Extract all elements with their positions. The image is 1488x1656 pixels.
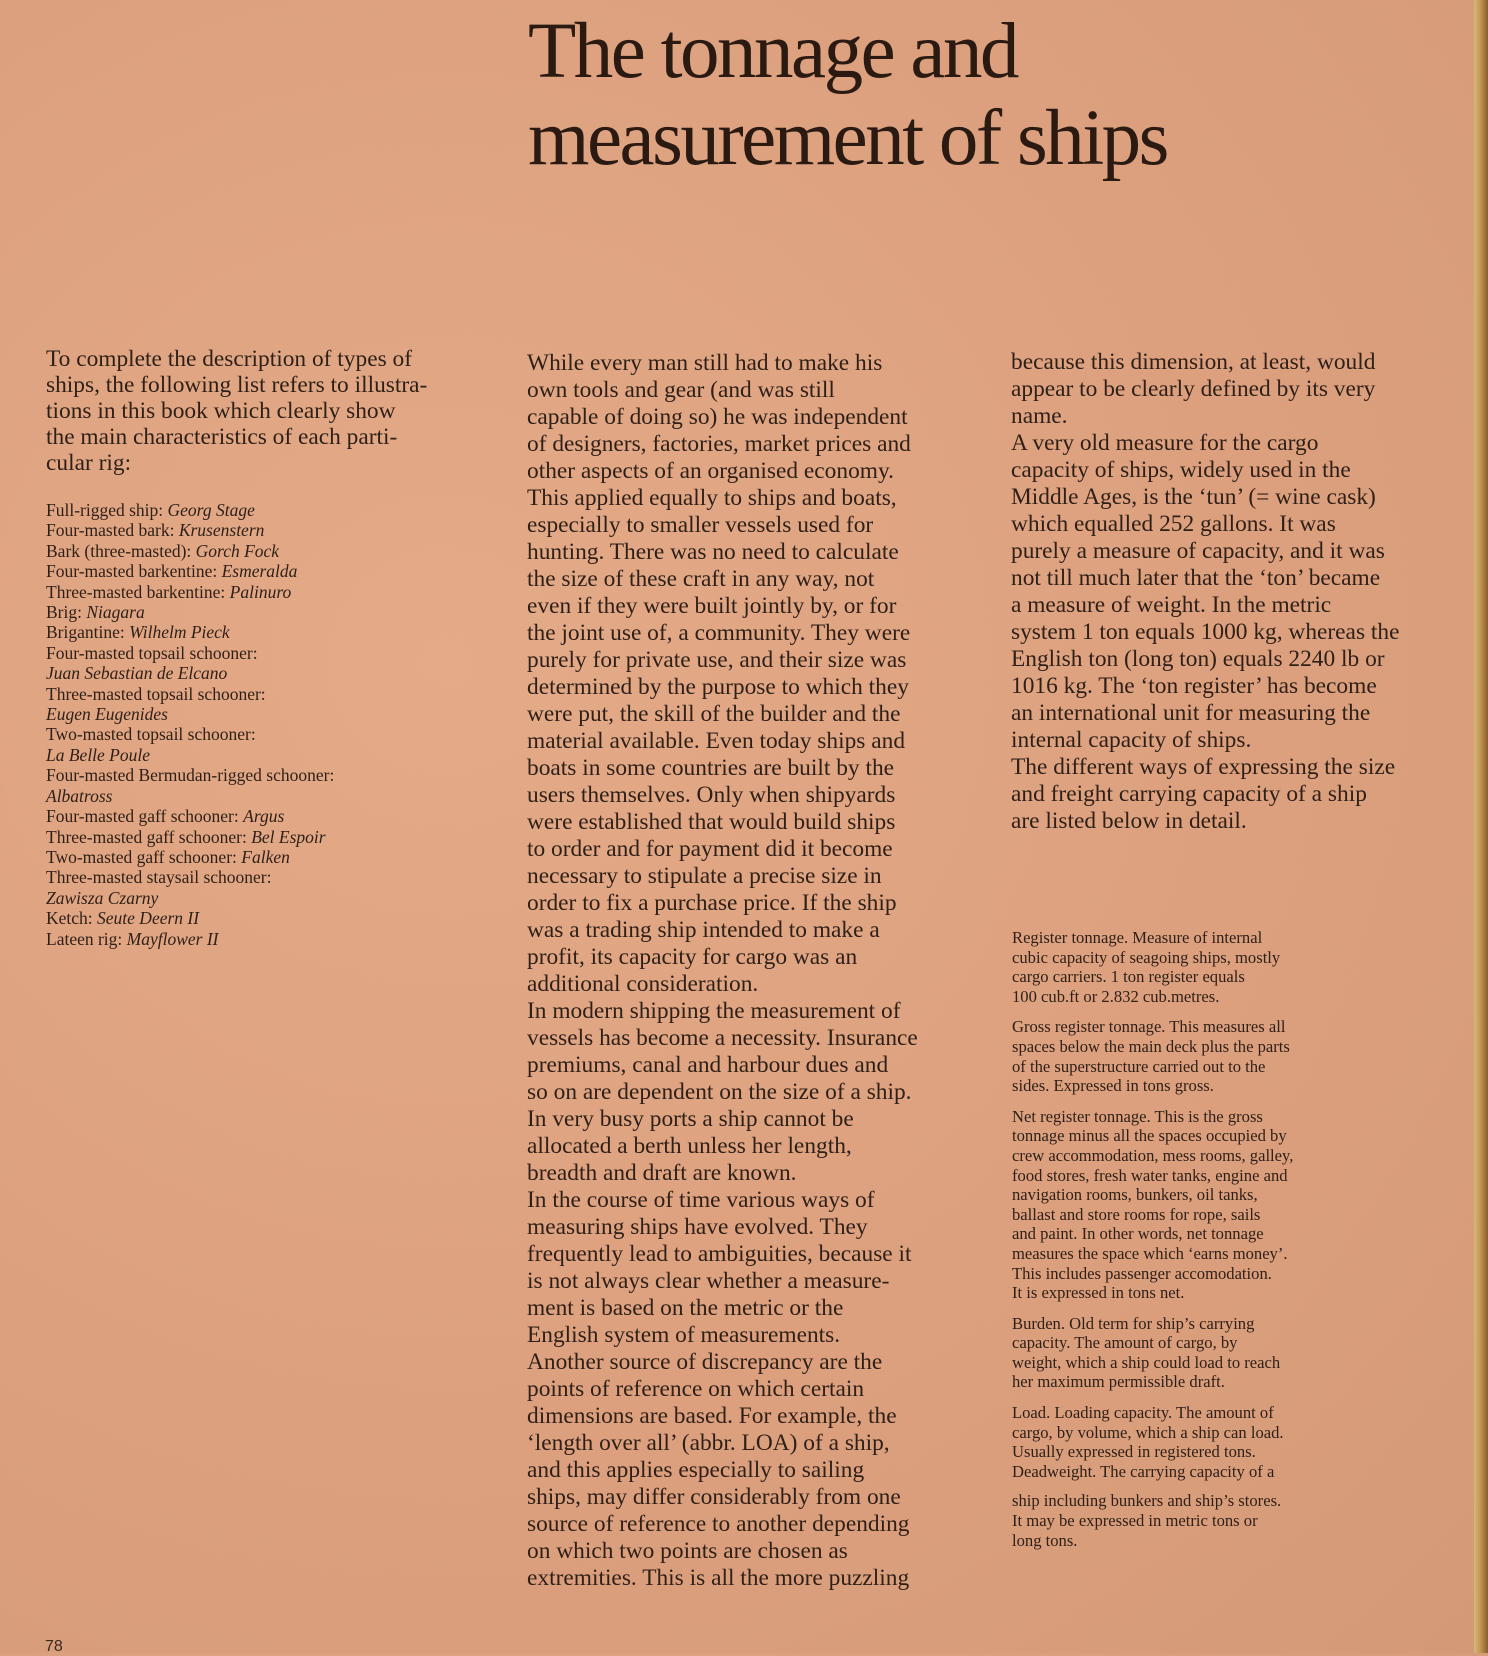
ship-name: Niagara [86, 602, 145, 623]
body-line: A very old measure for the cargo [1011, 430, 1319, 456]
body-line: other aspects of an organised economy. [527, 458, 894, 484]
ship-name: Esmeralda [221, 561, 298, 582]
body-line: premiums, canal and harbour dues and [527, 1052, 889, 1078]
body-line: 1016 kg. The ‘ton register’ has become [1011, 673, 1377, 699]
body-line: necessary to stipulate a precise size in [527, 863, 882, 889]
rig-list-item [46, 847, 496, 867]
body-line: ‘length over all’ (abbr. LOA) of a ship, [527, 1430, 890, 1456]
body-text [1011, 349, 1471, 835]
definition-line: cargo, by volume, which a ship can load. [1012, 1422, 1284, 1442]
ship-name: La Belle Poule [46, 744, 151, 765]
body-line: which equalled 252 gallons. It was [1011, 511, 1336, 537]
title-line-2: measurement of ships [528, 95, 1167, 182]
rig-list-item [46, 643, 496, 663]
rig-type: Two-masted topsail schooner: [46, 724, 256, 745]
rig-type: Two-masted gaff schooner: [46, 846, 242, 867]
body-line: boats in some countries are built by the [527, 755, 895, 781]
body-line: In the course of time various ways of [527, 1187, 875, 1213]
body-line: ment is based on the metric or the [527, 1295, 844, 1321]
rig-list-item [46, 520, 496, 540]
ship-name: Georg Stage [167, 500, 255, 520]
definition-line: Burden. Old term for ship’s carrying [1012, 1313, 1255, 1333]
rig-list-item [46, 827, 496, 847]
body-line: and this applies especially to sailing [527, 1457, 865, 1483]
definition-line: It is expressed in tons net. [1012, 1283, 1185, 1303]
definition-line: ballast and store rooms for rope, sails [1012, 1204, 1261, 1224]
rig-list-item [46, 582, 496, 602]
body-line: purely a measure of capacity, and it was [1011, 538, 1385, 564]
body-line: to order and for payment did it become [527, 836, 893, 862]
body-line: extremities. This is all the more puzzling [527, 1565, 910, 1591]
definition-line: 100 cub.ft or 2.832 cub.metres. [1012, 986, 1220, 1006]
rig-type: Brig: [46, 602, 87, 623]
rig-type: Four-masted Bermudan-rigged schooner: [46, 765, 335, 786]
body-line: even if they were built jointly by, or for [527, 593, 897, 619]
rig-type: Four-masted barkentine: [46, 561, 222, 582]
definition-line: Register tonnage. Measure of internal [1012, 928, 1263, 947]
ship-name: Juan Sebastian de Elcano [46, 663, 228, 684]
body-line: In modern shipping the measurement of [527, 998, 901, 1024]
body-line: not till much later that the ‘ton’ became [1011, 565, 1381, 591]
definition-line: ship including bunkers and ship’s stores. [1012, 1491, 1282, 1511]
rig-type: Full-rigged ship: [46, 500, 168, 520]
body-line: profit, its capacity for cargo was an [527, 944, 858, 970]
right-column [1011, 349, 1471, 835]
body-line: the joint use of, a community. They were [527, 620, 911, 646]
ship-name: Seute Deern II [97, 908, 200, 929]
ship-name: Palinuro [229, 581, 292, 602]
body-line: especially to smaller vessels used for [527, 512, 874, 538]
rig-list-item [46, 908, 496, 928]
middle-column [527, 350, 997, 1592]
definition-line: Gross register tonnage. This measures all [1012, 1017, 1286, 1037]
rig-type: Ketch: [46, 908, 98, 929]
definition-line: her maximum permissible draft. [1012, 1372, 1225, 1392]
body-line: dimensions are based. For example, the [527, 1403, 897, 1429]
body-line: The different ways of expressing the size [1011, 754, 1396, 780]
definition-register-tonnage [1012, 928, 1452, 1006]
body-line: on which two points are chosen as [527, 1538, 848, 1564]
body-line: and freight carrying capacity of a ship [1011, 781, 1367, 807]
rig-type: Lateen rig: [46, 928, 127, 949]
body-line: source of reference to another depending [527, 1511, 910, 1537]
body-line: order to fix a purchase price. If the ship [527, 890, 897, 916]
definition-line: Usually expressed in registered tons. [1012, 1442, 1256, 1462]
body-line: so on are dependent on the size of a ship. [527, 1079, 912, 1105]
left-column [46, 346, 496, 949]
body-line: While every man still had to make his [527, 350, 883, 376]
rig-type: Three-masted gaff schooner: [46, 826, 252, 847]
body-line: English ton (long ton) equals 2240 lb or [1011, 646, 1385, 672]
intro-paragraph [46, 346, 496, 476]
definition-line: sides. Expressed in tons gross. [1012, 1076, 1214, 1096]
definition-line: crew accommodation, mess rooms, galley, [1012, 1145, 1294, 1165]
definition-load-deadweight [1012, 1403, 1452, 1481]
title-line-1: The tonnage and [528, 8, 1017, 95]
body-line: name. [1011, 403, 1068, 429]
rig-type: Four-masted bark: [46, 520, 179, 541]
body-line: capacity of ships, widely used in the [1011, 457, 1351, 483]
body-line: ships, may differ considerably from one [527, 1484, 901, 1510]
definition-line: spaces below the main deck plus the parts [1012, 1036, 1290, 1056]
body-line: English system of measurements. [527, 1322, 841, 1348]
body-line: frequently lead to ambiguities, because it [527, 1241, 912, 1267]
rig-list-item [46, 663, 496, 683]
ship-name: Falken [241, 846, 290, 867]
body-line: users themselves. Only when shipyards [527, 782, 896, 808]
body-line: This applied equally to ships and boats, [527, 485, 897, 511]
rig-list-item [46, 622, 496, 642]
rig-list-item [46, 786, 496, 806]
body-line: are listed below in detail. [1011, 808, 1247, 834]
body-line: purely for private use, and their size was [527, 647, 907, 673]
body-line: appear to be clearly defined by its very [1011, 376, 1376, 402]
definition-line: measures the space which ‘earns money’. [1012, 1243, 1288, 1263]
body-line: Another source of discrepancy are the [527, 1349, 883, 1375]
definition-line: and paint. In other words, net tonnage [1012, 1224, 1264, 1244]
body-line: were put, the skill of the builder and the [527, 701, 901, 727]
ship-name: Zawisza Czarny [46, 887, 159, 908]
rig-list-item [46, 745, 496, 765]
rig-list-item [46, 929, 496, 949]
body-line: allocated a berth unless her length, [527, 1133, 852, 1159]
body-line: own tools and gear (and was still [527, 377, 835, 403]
rig-type: Bark (three-masted): [46, 540, 196, 561]
body-line: material available. Even today ships and [527, 728, 906, 754]
body-line: an international unit for measuring the [1011, 700, 1371, 726]
rig-type: Three-masted barkentine: [46, 581, 230, 602]
body-line: measuring ships have evolved. They [527, 1214, 868, 1240]
rig-type: Four-masted topsail schooner: [46, 642, 258, 663]
body-line: were established that would build ships [527, 809, 896, 835]
rig-list-item [46, 704, 496, 724]
rig-list-item [46, 541, 496, 561]
body-line: vessels has become a necessity. Insurance [527, 1025, 918, 1051]
tonnage-definitions [1012, 928, 1452, 1561]
definition-line: capacity. The amount of cargo, by [1012, 1333, 1238, 1353]
definition-net-register-tonnage [1012, 1107, 1452, 1303]
rig-list-item [46, 888, 496, 908]
intro-line: tions in this book which clearly show [46, 398, 396, 424]
definition-gross-register-tonnage [1012, 1017, 1452, 1095]
body-line: was a trading ship intended to make a [527, 917, 880, 943]
page-binding-edge [1474, 0, 1488, 1653]
body-line: hunting. There was no need to calculate [527, 539, 899, 565]
ship-name: Mayflower II [126, 928, 219, 949]
page-title [528, 8, 1288, 182]
body-line: a measure of weight. In the metric [1011, 592, 1332, 618]
rig-list-item [46, 500, 496, 520]
rig-list [46, 500, 496, 949]
rig-list-item [46, 561, 496, 581]
ship-name: Bel Espoir [251, 826, 326, 847]
body-line: determined by the purpose to which they [527, 674, 909, 700]
body-line: In very busy ports a ship cannot be [527, 1106, 854, 1132]
ship-name: Eugen Eugenides [46, 704, 168, 725]
ship-name: Wilhelm Pieck [129, 622, 230, 643]
rig-list-item [46, 724, 496, 744]
definition-line: This includes passenger accomodation. [1012, 1263, 1272, 1283]
rig-list-item [46, 867, 496, 887]
intro-line: cular rig: [46, 450, 132, 476]
rig-type: Three-masted staysail schooner: [46, 867, 272, 888]
body-line: internal capacity of ships. [1011, 727, 1252, 753]
ship-name: Argus [243, 806, 285, 827]
rig-list-item [46, 684, 496, 704]
rig-type: Three-masted topsail schooner: [46, 683, 266, 704]
body-line: additional consideration. [527, 971, 759, 997]
body-line: is not always clear whether a measure- [527, 1268, 890, 1294]
body-line: the size of these craft in any way, not [527, 566, 875, 592]
body-line: of designers, factories, market prices and [527, 431, 911, 457]
intro-line: ships, the following list refers to illustra- [46, 372, 428, 398]
ship-name: Krusenstern [178, 520, 265, 541]
rig-type: Brigantine: [46, 622, 130, 643]
body-line: because this dimension, at least, would [1011, 349, 1376, 375]
definition-line: Net register tonnage. This is the gross [1012, 1106, 1263, 1126]
body-line: capable of doing so) he was independent [527, 404, 908, 430]
definition-line: It may be expressed in metric tons or [1012, 1511, 1258, 1531]
intro-line: the main characteristics of each parti- [46, 424, 398, 450]
intro-line: To complete the description of types of [46, 346, 413, 372]
definition-line: cubic capacity of seagoing ships, mostly [1012, 947, 1281, 967]
definition-line: Deadweight. The carrying capacity of a [1012, 1461, 1275, 1481]
body-line: system 1 ton equals 1000 kg, whereas the [1011, 619, 1400, 645]
definition-line: navigation rooms, bunkers, oil tanks, [1012, 1185, 1258, 1205]
definition-line: of the superstructure carried out to the [1012, 1056, 1266, 1076]
body-text [527, 350, 997, 1592]
body-line: points of reference on which certain [527, 1376, 865, 1402]
rig-list-item [46, 765, 496, 785]
rig-list-item [46, 806, 496, 826]
definition-burden [1012, 1314, 1452, 1392]
body-line: breadth and draft are known. [527, 1160, 797, 1186]
definition-line: long tons. [1012, 1530, 1078, 1550]
rig-type: Four-masted gaff schooner: [46, 806, 244, 827]
definition-line: weight, which a ship could load to reach [1012, 1352, 1281, 1372]
ship-name: Albatross [46, 785, 113, 806]
definition-line: cargo carriers. 1 ton register equals [1012, 967, 1245, 987]
rig-list-item [46, 602, 496, 622]
body-line: Middle Ages, is the ‘tun’ (= wine cask) [1011, 484, 1376, 510]
definition-deadweight-continued [1012, 1491, 1452, 1550]
ship-name: Gorch Fock [195, 540, 280, 561]
definition-line: tonnage minus all the spaces occupied by [1012, 1126, 1287, 1146]
definition-line: Load. Loading capacity. The amount of [1012, 1403, 1274, 1423]
page-number: 78 [45, 1638, 63, 1655]
definition-line: food stores, fresh water tanks, engine and [1012, 1165, 1288, 1185]
